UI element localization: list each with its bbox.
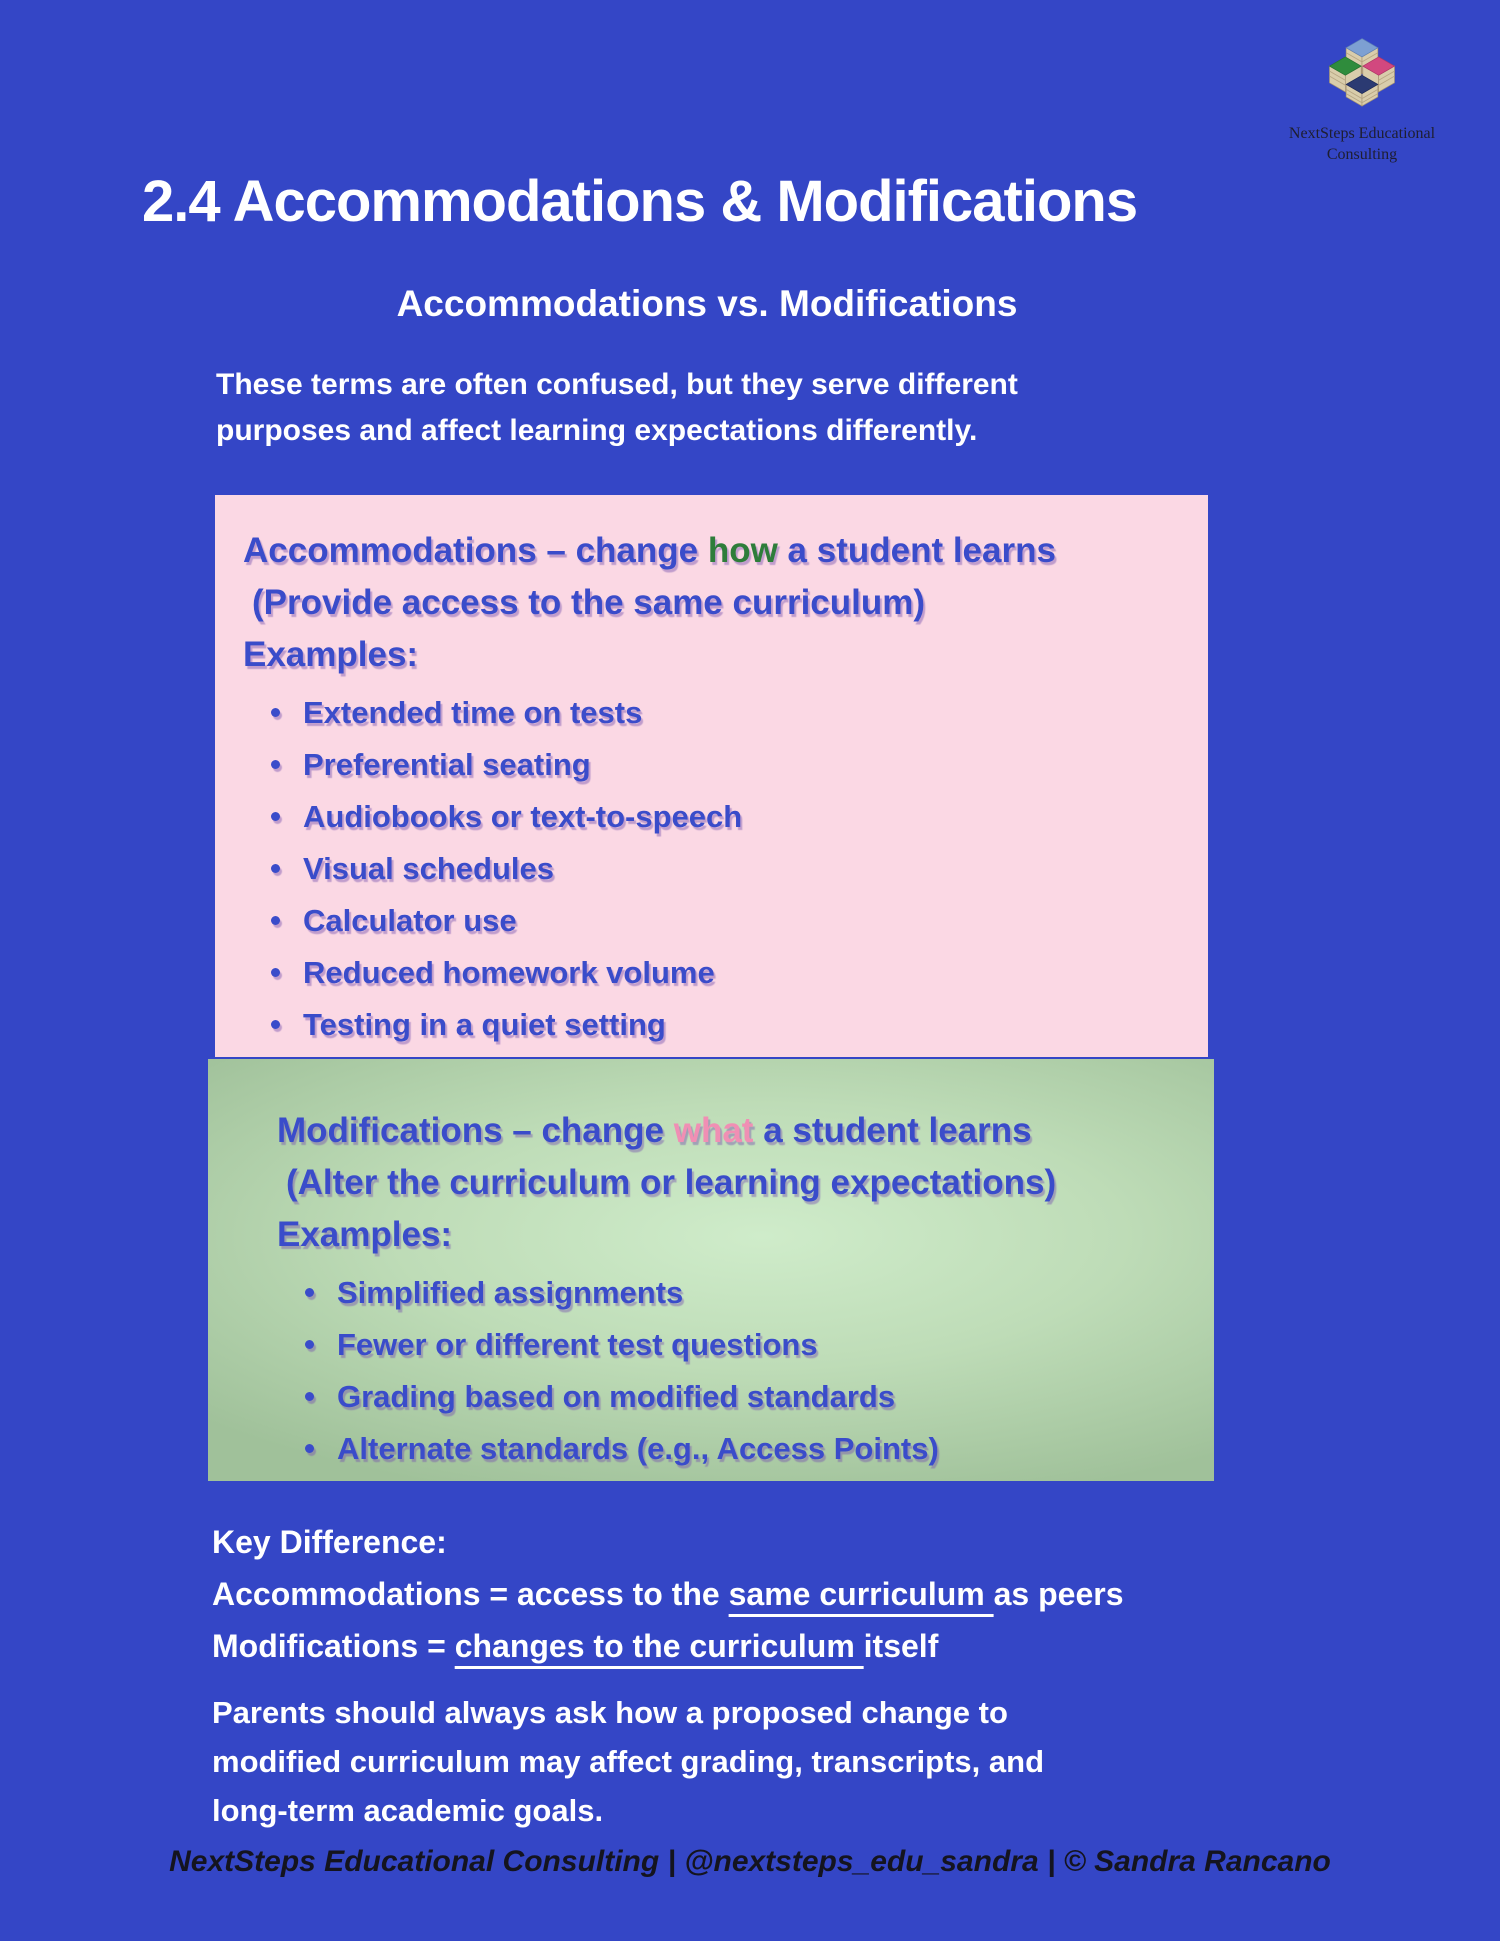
intro-line-2: purposes and affect learning expectations differently. — [216, 414, 978, 447]
list-item-label: Calculator use — [303, 903, 517, 938]
bullet-dot-icon — [305, 1392, 314, 1401]
intro-paragraph — [216, 362, 1018, 454]
bullet-dot-icon — [271, 708, 280, 717]
list-item-label: Testing in a quiet setting — [303, 1007, 666, 1042]
footer-credit: NextSteps Educational Consulting | @nextsteps_edu_sandra | © Sandra Rancano — [169, 1845, 1331, 1878]
logo-cubes-icon — [1312, 34, 1412, 114]
list-item — [277, 1267, 1194, 1319]
intro-line-1: These terms are often confused, but they serve different — [216, 368, 1018, 401]
accommodations-heading-suffix: a student learns — [777, 531, 1056, 570]
list-item — [243, 999, 1188, 1051]
page-title: 2.4 Accommodations & Modifications — [142, 169, 1138, 234]
modifications-heading-prefix: Modifications – change — [277, 1111, 674, 1150]
list-item — [243, 895, 1188, 947]
modifications-box — [208, 1059, 1214, 1481]
logo-name — [1262, 123, 1462, 165]
accommodations-heading-line — [243, 525, 1188, 577]
list-item — [277, 1319, 1194, 1371]
bullet-dot-icon — [271, 916, 280, 925]
bullet-dot-icon — [305, 1444, 314, 1453]
key-difference-heading: Key Difference: — [212, 1524, 447, 1560]
bullet-dot-icon — [271, 812, 280, 821]
list-item-label: Grading based on modified standards — [337, 1379, 896, 1414]
accommodations-subheading: (Provide access to the same curriculum) — [252, 583, 926, 622]
closing-paragraph — [212, 1688, 1044, 1835]
list-item-label: Preferential seating — [303, 747, 591, 782]
modifications-heading-suffix: a student learns — [753, 1111, 1032, 1150]
modifications-heading — [277, 1105, 1194, 1261]
list-item — [243, 739, 1188, 791]
list-item — [243, 947, 1188, 999]
logo-name-line1: NextSteps Educational — [1288, 125, 1436, 142]
key-difference-line2-underlined: changes to the curriculum — [454, 1628, 864, 1664]
list-item — [243, 843, 1188, 895]
key-difference-line2-suffix: itself — [863, 1628, 939, 1664]
page-subtitle: Accommodations vs. Modifications — [396, 283, 1018, 324]
logo-name-line2: Consulting — [1326, 146, 1398, 163]
list-item-label: Reduced homework volume — [303, 955, 715, 990]
accommodations-heading-highlight: how — [707, 531, 778, 570]
list-item-label: Visual schedules — [303, 851, 554, 886]
closing-line-1: Parents should always ask how a proposed change to — [212, 1695, 1008, 1730]
accommodations-examples-label: Examples: — [243, 635, 419, 674]
bullet-dot-icon — [305, 1340, 314, 1349]
list-item-label: Audiobooks or text-to-speech — [303, 799, 743, 834]
key-difference-line1-underlined: same curriculum — [728, 1576, 994, 1612]
accommodations-list — [243, 687, 1188, 1051]
list-item-label: Simplified assignments — [337, 1275, 684, 1310]
key-difference-line1 — [212, 1568, 1123, 1620]
list-item-label: Alternate standards (e.g., Access Points) — [337, 1431, 939, 1466]
closing-line-3: long-term academic goals. — [212, 1793, 604, 1828]
modifications-examples-label: Examples: — [277, 1215, 453, 1254]
accommodations-heading — [243, 525, 1188, 681]
logo — [1262, 34, 1462, 165]
accommodations-box — [215, 495, 1208, 1057]
closing-line-2: modified curriculum may affect grading, transcripts, and — [212, 1744, 1045, 1779]
modifications-heading-highlight: what — [673, 1111, 754, 1150]
list-item-label: Extended time on tests — [303, 695, 643, 730]
modifications-list — [277, 1267, 1194, 1475]
list-item — [243, 687, 1188, 739]
bullet-dot-icon — [305, 1288, 314, 1297]
list-item — [243, 791, 1188, 843]
bullet-dot-icon — [271, 760, 280, 769]
bullet-dot-icon — [271, 1020, 280, 1029]
bullet-dot-icon — [271, 968, 280, 977]
bullet-dot-icon — [271, 864, 280, 873]
modifications-heading-line — [277, 1105, 1194, 1157]
list-item-label: Fewer or different test questions — [337, 1327, 818, 1362]
key-difference-line1-suffix: as peers — [993, 1576, 1124, 1612]
key-difference-line2-prefix: Modifications = — [212, 1628, 455, 1664]
key-difference-section — [212, 1516, 1123, 1672]
accommodations-heading-prefix: Accommodations – change — [243, 531, 708, 570]
modifications-subheading: (Alter the curriculum or learning expectations) — [286, 1163, 1057, 1202]
key-difference-line2 — [212, 1620, 1123, 1672]
list-item — [277, 1371, 1194, 1423]
key-difference-line1-prefix: Accommodations = access to the — [212, 1576, 729, 1612]
list-item — [277, 1423, 1194, 1475]
